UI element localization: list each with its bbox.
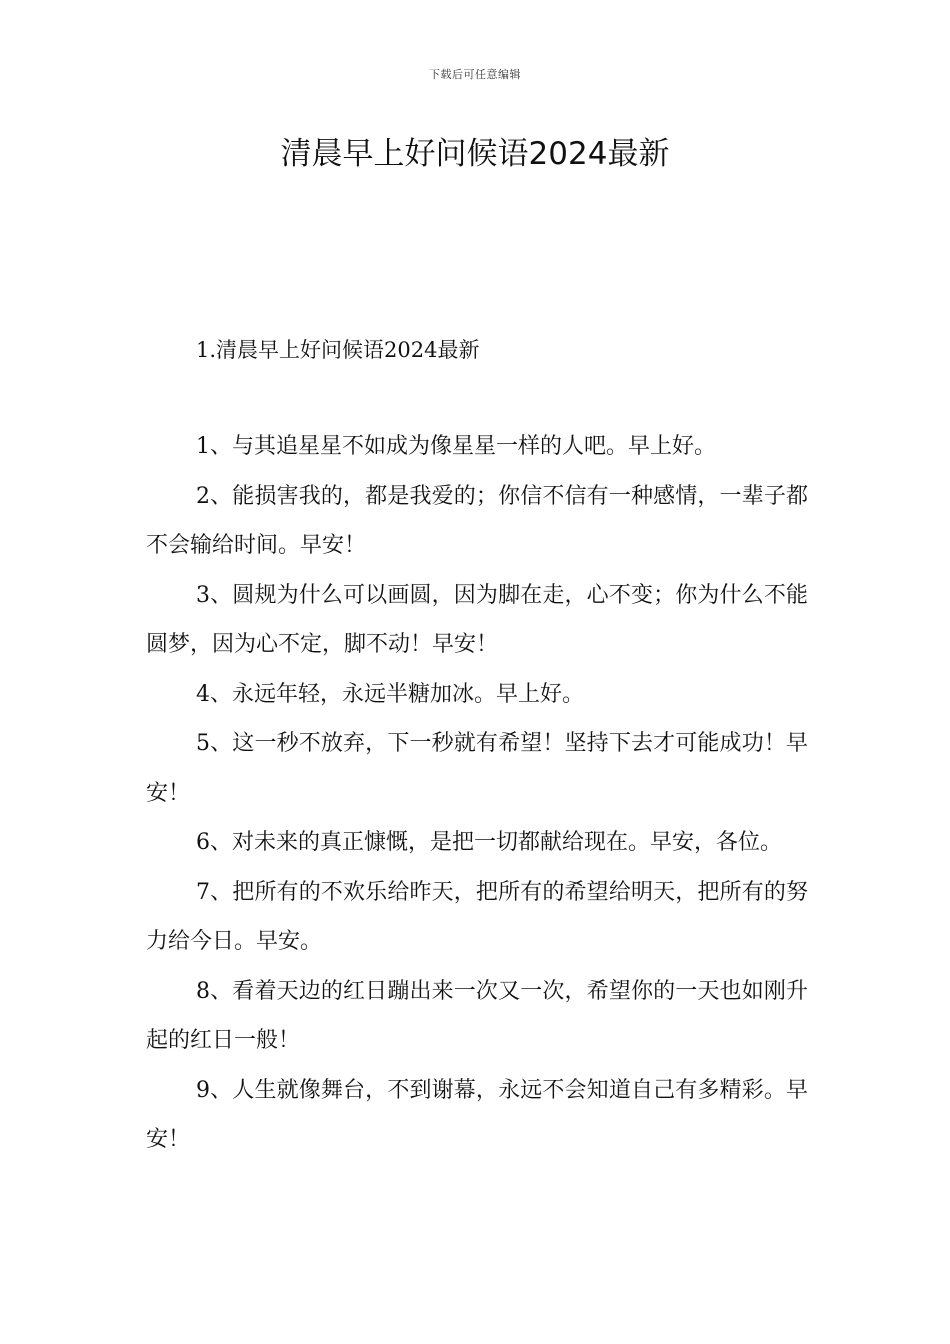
greeting-item: 4、永远年轻，永远半糖加冰。早上好。 xyxy=(196,681,584,707)
greeting-item: 7、把所有的不欢乐给昨天，把所有的希望给明天，把所有的努力给今日。早安。 xyxy=(146,879,808,954)
greeting-item: 5、这一秒不放弃，下一秒就有希望！坚持下去才可能成功！早安！ xyxy=(146,731,808,806)
greeting-item: 2、能损害我的，都是我爱的；你信不信有一种感情，一辈子都不会输给时间。早安！ xyxy=(146,483,808,558)
greeting-item: 6、对未来的真正慷慨，是把一切都献给现在。早安，各位。 xyxy=(196,830,782,855)
header-note: 下载后可任意编辑 xyxy=(429,68,521,81)
document-title: 清晨早上好问候语2024最新 xyxy=(280,136,670,172)
greeting-item: 3、圆规为什么可以画圆，因为脚在走，心不变；你为什么不能圆梦，因为心不定，脚不动！早安！ xyxy=(146,582,808,657)
section-heading: 1.清晨早上好问候语2024最新 xyxy=(196,338,480,362)
greeting-item: 1、与其追星星不如成为像星星一样的人吧。早上好。 xyxy=(196,434,716,459)
greeting-item: 9、人生就像舞台，不到谢幕，永远不会知道自己有多精彩。早安！ xyxy=(146,1077,808,1152)
greeting-item: 8、看着天边的红日蹦出来一次又一次，希望你的一天也如刚升起的红日一般！ xyxy=(146,978,808,1053)
greeting-list xyxy=(146,422,808,1165)
